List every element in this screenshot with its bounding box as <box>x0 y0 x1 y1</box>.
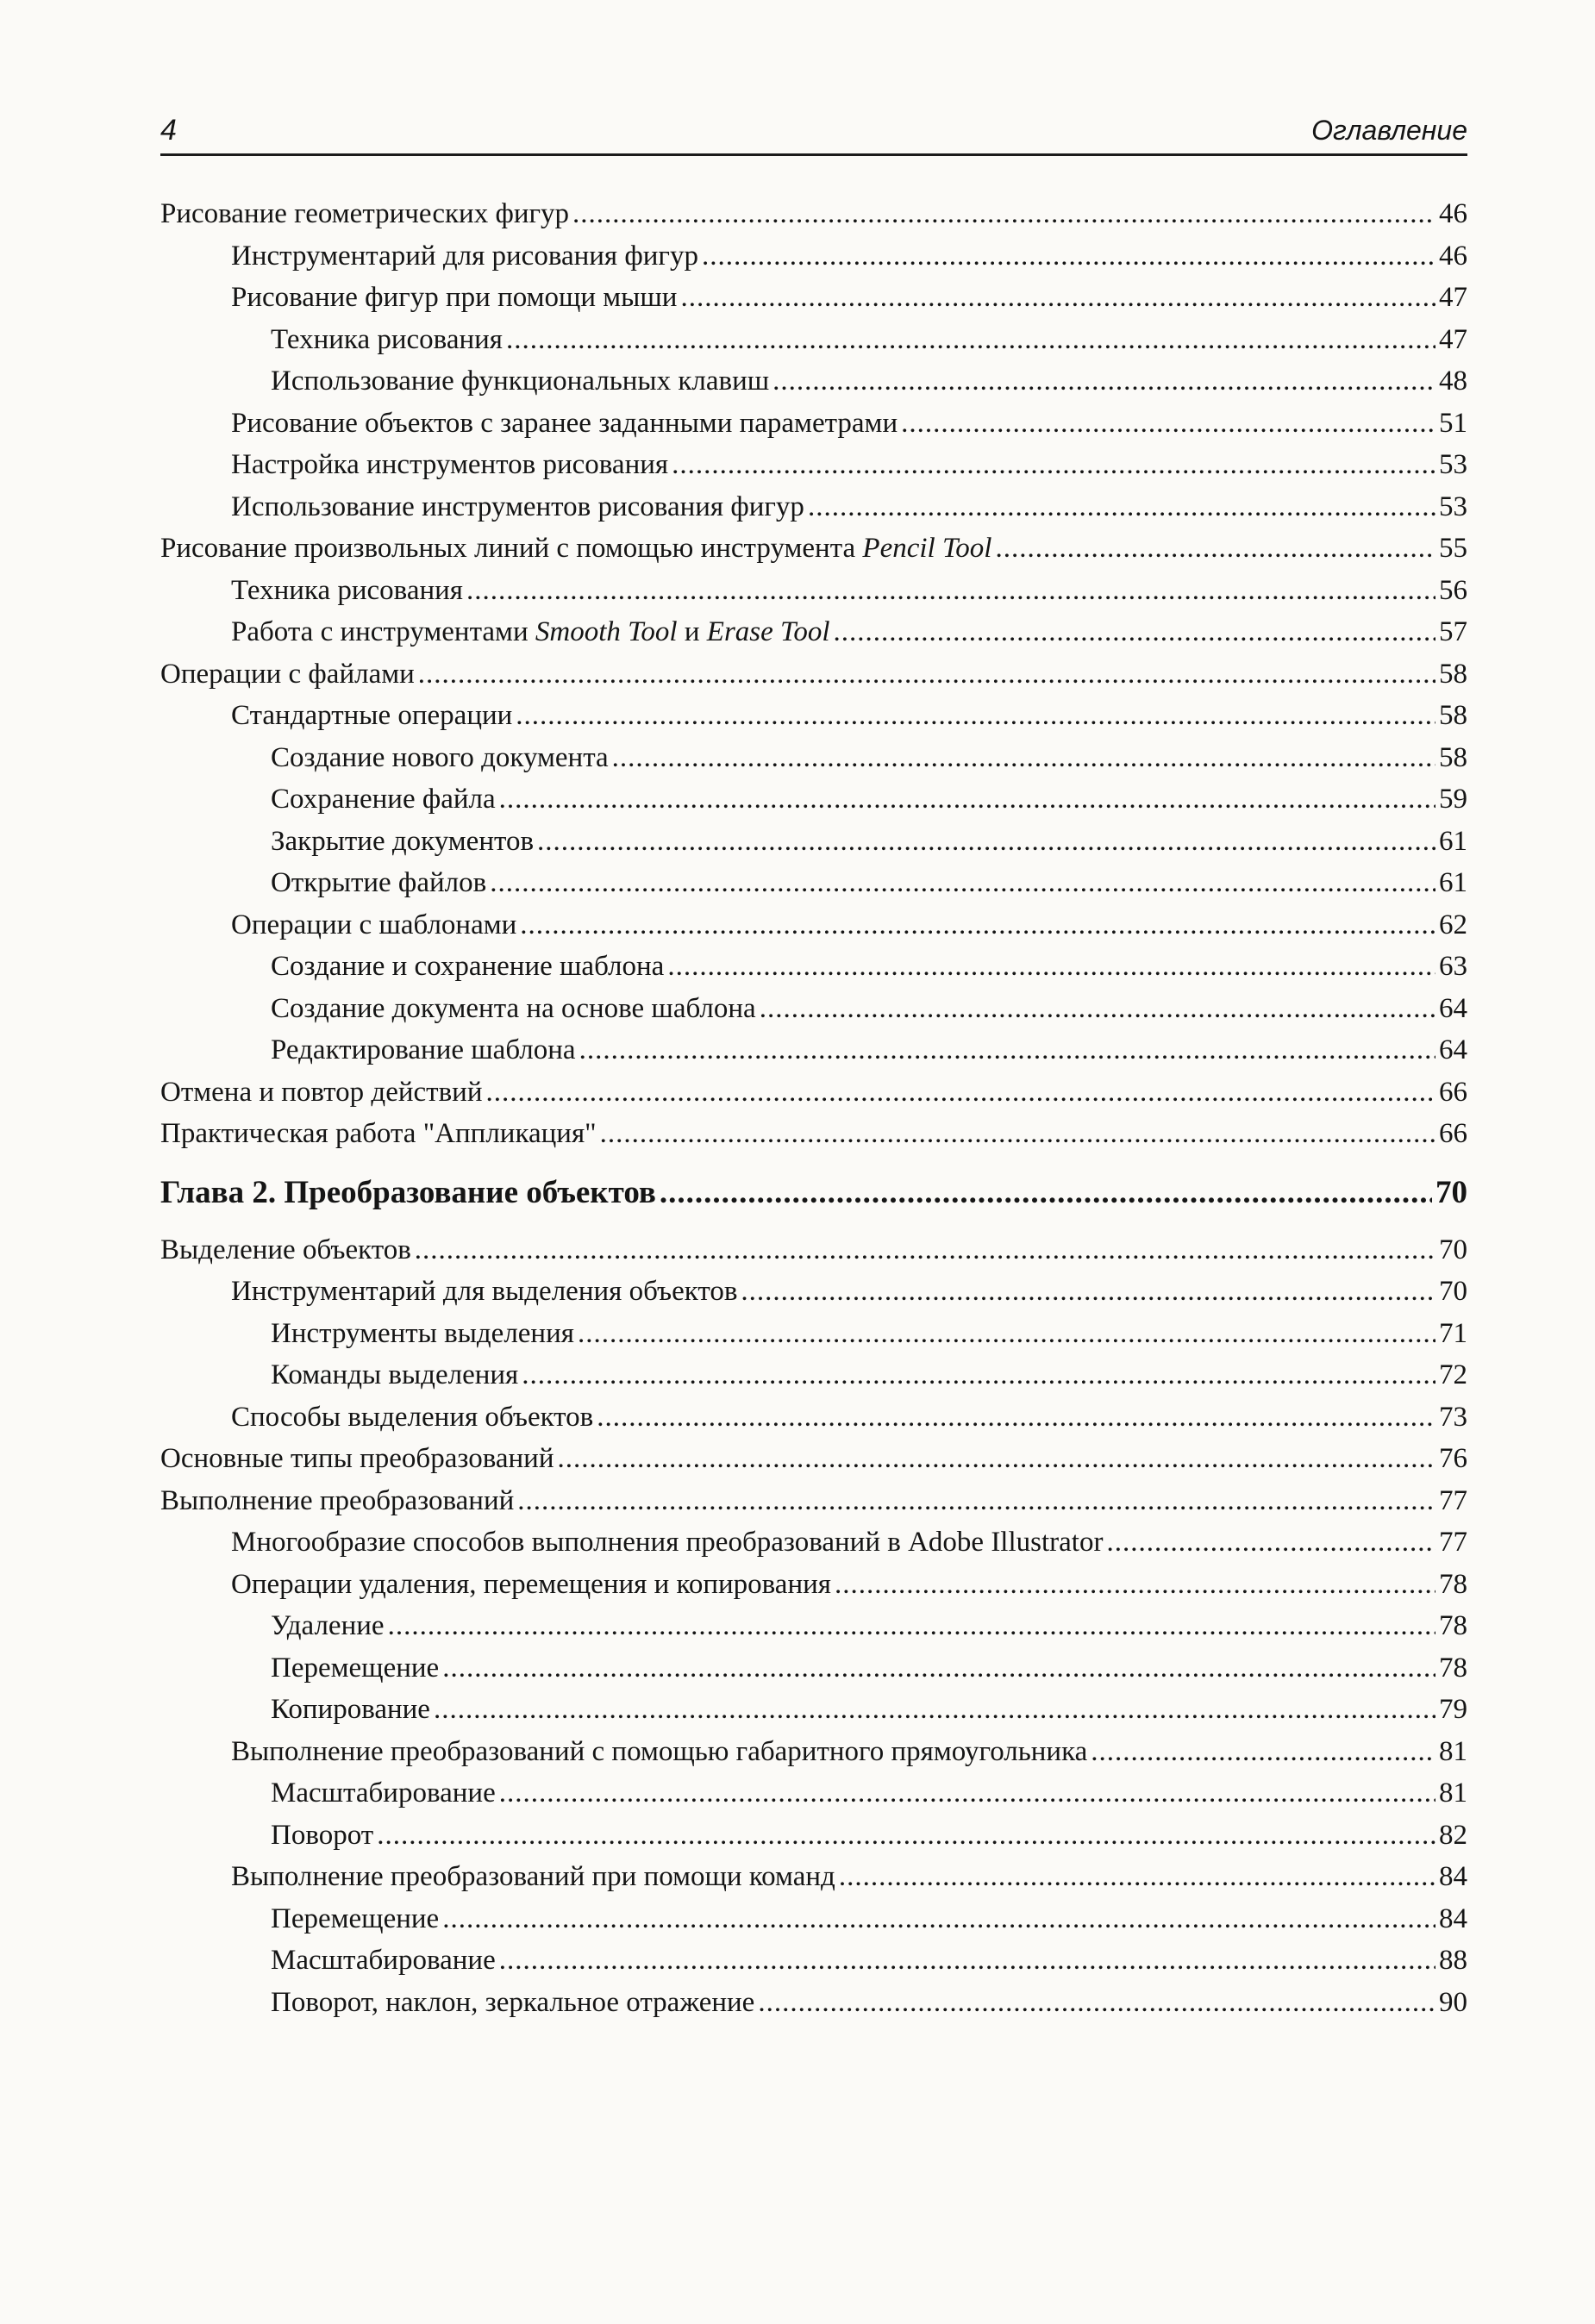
toc-entry[interactable] <box>160 491 1467 534</box>
page-header <box>160 112 1467 156</box>
toc-entry-title: Выполнение преобразований <box>160 1484 515 1516</box>
toc-entry-page: 88 <box>1439 1945 1467 1976</box>
toc-entry-title: Масштабирование <box>271 1777 496 1809</box>
toc-entry-title: Техника рисования <box>231 574 463 606</box>
toc-entry-page: 73 <box>1439 1401 1467 1433</box>
toc-entry-page: 79 <box>1439 1694 1467 1725</box>
toc-entry-page: 81 <box>1439 1777 1467 1809</box>
dot-leader <box>758 1987 1436 2019</box>
toc-entry-title: Инструментарий для рисования фигур <box>231 240 698 272</box>
toc-entry-page: 57 <box>1439 616 1467 647</box>
toc-entry-page: 46 <box>1439 198 1467 229</box>
toc-entry[interactable] <box>160 951 1467 993</box>
toc-entry-page: 53 <box>1439 490 1467 522</box>
toc-entry-title: Закрытие документов <box>271 825 535 857</box>
page-number: 4 <box>160 114 177 147</box>
toc-entry-title: Выделение объектов <box>160 1234 411 1265</box>
toc-entry[interactable] <box>160 659 1467 701</box>
toc-entry-page: 70 <box>1439 1276 1467 1307</box>
dot-leader <box>995 533 1436 565</box>
toc-entry[interactable] <box>160 575 1467 617</box>
toc-entry[interactable] <box>160 1903 1467 1946</box>
dot-leader <box>522 1359 1436 1391</box>
dot-leader <box>839 1861 1436 1893</box>
toc-entry-title: Масштабирование <box>271 1945 496 1976</box>
dot-leader <box>517 1485 1436 1517</box>
dot-leader <box>499 784 1436 815</box>
dot-leader <box>835 1569 1436 1601</box>
toc-entry-page: 70 <box>1439 1234 1467 1265</box>
toc-entry-title: Инструменты выделения <box>271 1317 574 1349</box>
toc-entry[interactable] <box>160 365 1467 408</box>
toc-entry-page: 66 <box>1439 1118 1467 1149</box>
dot-leader <box>442 1903 1436 1935</box>
toc-entry-title: Редактирование шаблона <box>271 1034 576 1065</box>
dot-leader <box>901 408 1436 440</box>
toc-entry[interactable] <box>160 1987 1467 2029</box>
dot-leader <box>442 1652 1436 1684</box>
toc-entry[interactable] <box>160 1610 1467 1652</box>
toc-entry-page: 78 <box>1439 1652 1467 1684</box>
toc-entry-page: 84 <box>1439 1861 1467 1892</box>
toc-entry-page: 72 <box>1439 1359 1467 1390</box>
toc-entry-title: Практическая работа "Аппликация" <box>160 1118 597 1149</box>
toc-entry[interactable] <box>160 324 1467 366</box>
toc-entry[interactable] <box>160 1945 1467 1987</box>
dot-leader <box>667 951 1436 983</box>
toc-entry[interactable] <box>160 1777 1467 1820</box>
toc-entry-page: 61 <box>1439 867 1467 898</box>
toc-entry[interactable] <box>160 909 1467 952</box>
toc-entry[interactable] <box>160 1443 1467 1485</box>
dot-leader <box>388 1610 1436 1642</box>
toc-entry-title: Глава 2. Преобразование объектов <box>160 1174 656 1210</box>
toc-entry[interactable] <box>160 1820 1467 1862</box>
toc-entry-title: Удаление <box>271 1610 385 1641</box>
dot-leader <box>557 1443 1436 1475</box>
toc-entry-page: 56 <box>1439 574 1467 606</box>
dot-leader <box>808 491 1436 523</box>
toc-entry-page: 78 <box>1439 1568 1467 1600</box>
toc-entry-page: 48 <box>1439 365 1467 397</box>
toc-entry[interactable] <box>160 616 1467 659</box>
toc-entry-page: 58 <box>1439 741 1467 773</box>
toc-entry[interactable] <box>160 1736 1467 1778</box>
toc-entry-page: 55 <box>1439 533 1467 564</box>
toc-entry[interactable] <box>160 1318 1467 1360</box>
toc-entry[interactable] <box>160 742 1467 784</box>
dot-leader <box>572 198 1436 230</box>
toc-entry-title: Операции удаления, перемещения и копирования <box>231 1568 831 1600</box>
toc-entry-page: 51 <box>1439 407 1467 439</box>
toc-entry-title: Инструментарий для выделения объектов <box>231 1276 738 1307</box>
dot-leader <box>537 826 1436 858</box>
toc-entry-page: 76 <box>1439 1443 1467 1474</box>
toc-entry-title: Создание и сохранение шаблона <box>271 951 665 982</box>
toc-entry-page: 66 <box>1439 1076 1467 1108</box>
dot-leader <box>377 1820 1436 1852</box>
toc-entry-page: 46 <box>1439 240 1467 272</box>
toc-entry-page: 90 <box>1439 1986 1467 2018</box>
toc-entry[interactable] <box>160 1861 1467 1903</box>
toc-entry-title: Способы выделения объектов <box>231 1401 594 1433</box>
dot-leader <box>506 324 1436 356</box>
toc-entry-page: 62 <box>1439 909 1467 940</box>
toc-entry-title: Рисование объектов с заранее заданными параметрами <box>231 407 898 439</box>
toc-entry-page: 61 <box>1439 825 1467 857</box>
toc-entry-title: Рисование фигур при помощи мыши <box>231 282 678 313</box>
running-title: Оглавление <box>1311 115 1467 146</box>
toc-entry-page: 71 <box>1439 1317 1467 1349</box>
dot-leader <box>600 1118 1436 1150</box>
toc-entry-title: Перемещение <box>271 1902 440 1934</box>
toc-entry-page: 84 <box>1439 1902 1467 1934</box>
toc-entry[interactable] <box>160 1485 1467 1527</box>
toc-entry[interactable] <box>160 784 1467 826</box>
toc-entry[interactable] <box>160 282 1467 324</box>
dot-leader <box>1091 1736 1436 1768</box>
toc-entry-title: Выполнение преобразований с помощью габаритного прямоугольника <box>231 1735 1088 1767</box>
dot-leader <box>499 1945 1436 1977</box>
dot-leader <box>516 700 1436 732</box>
dot-leader <box>834 616 1436 648</box>
toc-entry[interactable] <box>160 1234 1467 1277</box>
dot-leader <box>680 282 1436 314</box>
toc-entry[interactable] <box>160 993 1467 1035</box>
dot-leader <box>415 1234 1436 1266</box>
dot-leader <box>760 993 1436 1025</box>
dot-leader <box>702 241 1436 272</box>
toc-entry-title: Основные типы преобразований <box>160 1443 554 1474</box>
toc-entry[interactable] <box>160 1527 1467 1569</box>
toc-entry-page: 59 <box>1439 784 1467 815</box>
toc-entry-page: 53 <box>1439 449 1467 480</box>
toc-entry-page: 47 <box>1439 323 1467 355</box>
toc-entry-title: Работа с инструментами Smooth Tool и Erase Tool <box>231 616 830 647</box>
toc-entry-title: Поворот, наклон, зеркальное отражение <box>271 1986 755 2018</box>
toc-entry-page: 78 <box>1439 1610 1467 1641</box>
toc-entry-title: Операции с шаблонами <box>231 909 517 940</box>
toc-entry-page: 63 <box>1439 951 1467 982</box>
toc-entry-title: Перемещение <box>271 1652 440 1684</box>
toc-entry-title: Использование функциональных клавиш <box>271 365 770 397</box>
toc-entry[interactable] <box>160 1652 1467 1695</box>
toc-entry[interactable] <box>160 1359 1467 1402</box>
toc-entry[interactable] <box>160 1569 1467 1611</box>
dot-leader <box>434 1694 1436 1726</box>
toc-entry-title: Команды выделения <box>271 1359 519 1390</box>
toc-entry-title: Настройка инструментов рисования <box>231 449 669 480</box>
toc-entry-title: Использование инструментов рисования фигур <box>231 490 804 522</box>
toc-entry[interactable] <box>160 1077 1467 1119</box>
toc-entry[interactable] <box>160 1034 1467 1077</box>
table-of-contents <box>160 198 1467 2028</box>
toc-entry-page: 58 <box>1439 700 1467 731</box>
toc-entry-page: 81 <box>1439 1735 1467 1767</box>
toc-entry-page: 58 <box>1439 658 1467 690</box>
toc-entry-title: Рисование геометрических фигур <box>160 198 570 229</box>
toc-entry-title: Открытие файлов <box>271 867 487 898</box>
toc-entry[interactable] <box>160 867 1467 909</box>
toc-chapter-entry[interactable] <box>160 1174 1467 1231</box>
toc-entry-title: Поворот <box>271 1819 374 1851</box>
toc-entry-title: Создание документа на основе шаблона <box>271 992 756 1024</box>
dot-leader <box>672 449 1436 481</box>
toc-entry-page: 77 <box>1439 1484 1467 1516</box>
dot-leader <box>499 1777 1436 1809</box>
toc-entry-page: 64 <box>1439 992 1467 1024</box>
toc-entry[interactable] <box>160 533 1467 575</box>
dot-leader <box>578 1318 1436 1350</box>
toc-entry[interactable] <box>160 198 1467 241</box>
toc-entry-title: Выполнение преобразований при помощи команд <box>231 1861 835 1892</box>
toc-entry-title: Техника рисования <box>271 323 503 355</box>
toc-entry[interactable] <box>160 1402 1467 1444</box>
toc-entry[interactable] <box>160 241 1467 283</box>
toc-entry[interactable] <box>160 408 1467 450</box>
dot-leader <box>579 1034 1436 1066</box>
toc-entry-page: 77 <box>1439 1527 1467 1558</box>
toc-entry-page: 64 <box>1439 1034 1467 1065</box>
dot-leader <box>660 1174 1432 1211</box>
toc-entry-title: Операции с файлами <box>160 658 415 690</box>
toc-entry-title: Отмена и повтор действий <box>160 1076 483 1108</box>
toc-entry-page: 70 <box>1436 1174 1467 1210</box>
toc-entry-page: 82 <box>1439 1819 1467 1851</box>
toc-entry[interactable] <box>160 1694 1467 1736</box>
dot-leader <box>597 1402 1436 1434</box>
toc-entry-title: Копирование <box>271 1694 430 1725</box>
toc-entry[interactable] <box>160 700 1467 742</box>
toc-entry[interactable] <box>160 1118 1467 1160</box>
toc-entry-page: 47 <box>1439 282 1467 313</box>
toc-entry[interactable] <box>160 449 1467 491</box>
toc-entry-title: Сохранение файла <box>271 784 496 815</box>
dot-leader <box>485 1077 1436 1109</box>
dot-leader <box>490 867 1436 899</box>
dot-leader <box>741 1276 1436 1308</box>
toc-entry[interactable] <box>160 826 1467 868</box>
dot-leader <box>520 909 1436 941</box>
toc-entry-title: Многообразие способов выполнения преобразований в Adobe Illustrator <box>231 1527 1104 1558</box>
dot-leader <box>466 575 1436 607</box>
toc-entry[interactable] <box>160 1276 1467 1318</box>
toc-entry-title: Рисование произвольных линий с помощью инструмента Pencil Tool <box>160 533 992 564</box>
dot-leader <box>1106 1527 1436 1559</box>
toc-entry-title: Создание нового документа <box>271 741 609 773</box>
dot-leader <box>612 742 1436 774</box>
dot-leader <box>772 365 1436 397</box>
dot-leader <box>418 659 1436 690</box>
toc-entry-title: Стандартные операции <box>231 700 513 731</box>
